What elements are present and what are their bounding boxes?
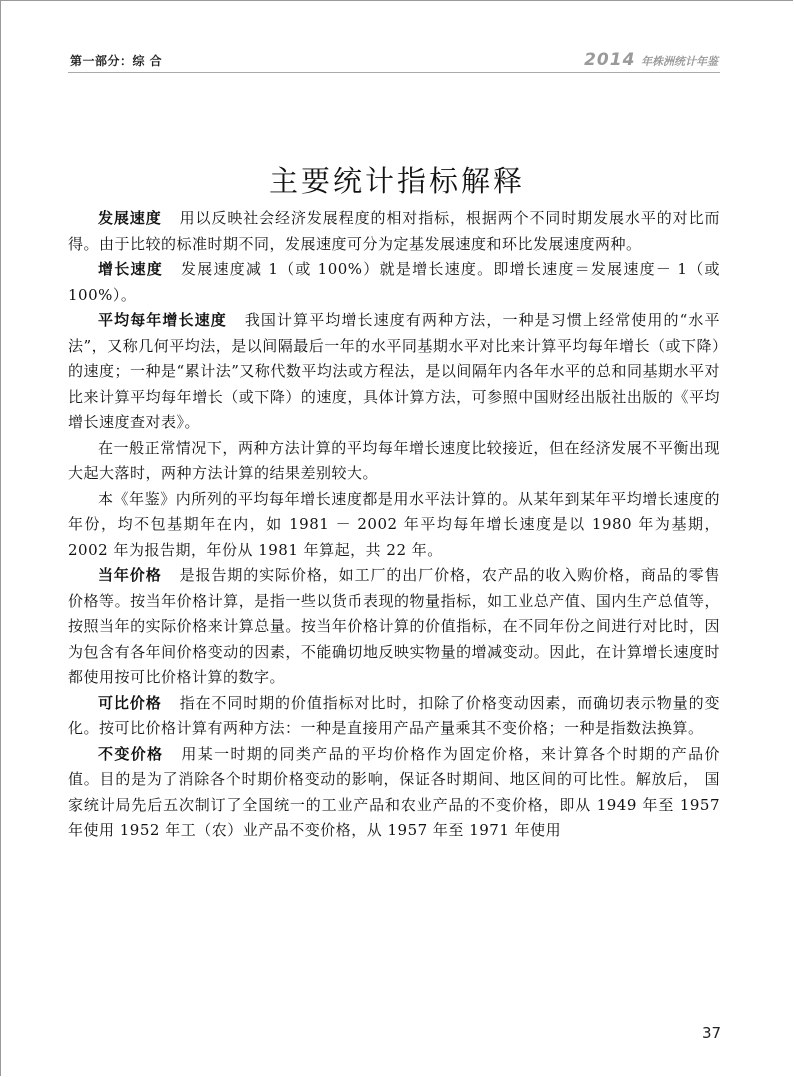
- page-number: 37: [702, 1024, 722, 1042]
- section-label: 第一部分：综 合: [70, 54, 163, 68]
- paragraph-current-price: [68, 563, 720, 691]
- definition: 发展速度减 1（或 100%）就是增长速度。即增长速度＝发展速度－ 1（或 100%）。: [68, 260, 720, 304]
- definition: 指在不同时期的价值指标对比时，扣除了价格变动因素，而确切表示物量的变化。按可比价格计算有两种方法：一种是直接用产品产量乘其不变价格；一种是指数法换算。: [68, 693, 720, 737]
- yearbook-year: 2014: [584, 50, 636, 70]
- body-text: [68, 206, 720, 844]
- running-header: [68, 50, 720, 73]
- term: 可比价格: [98, 693, 162, 712]
- term: 平均每年增长速度: [98, 311, 227, 329]
- term: 当年价格: [98, 566, 162, 584]
- paragraph-comparable-price: [68, 691, 720, 742]
- definition: 用某一时期的同类产品的平均价格作为固定价格，来计算各个时期的产品价值。目的是为了消除各个时期价格变动的影响，保证各时期间、地区间的可比性。解放后， 国家统计局先后五次制订了全国统一的工业产品和农业产品的不变价格，即从 1949 年至 1957 年使用 1952 年工（农）业产品不变价格，从 1957 年至 1971 年使用: [68, 744, 720, 839]
- term: 增长速度: [98, 260, 164, 278]
- paragraph-growth-speed: [68, 257, 720, 308]
- paragraph-development-speed: [68, 206, 720, 257]
- paragraph-yearbook-method: [68, 487, 720, 564]
- definition: 用以反映社会经济发展程度的相对指标，根据两个不同时期发展水平的对比而得。由于比较的标准时期不同，发展速度可分为定基发展速度和环比发展速度两种。: [68, 209, 720, 253]
- definition: 本《年鉴》内所列的平均每年增长速度都是用水平法计算的。从某年到某年平均增长速度的年份，均不包基期年在内，如 1981 － 2002 年平均每年增长速度是以 1980 年为基期，2002 年为报告期，年份从 1981 年算起，共 22 年。: [68, 489, 720, 559]
- definition: 是报告期的实际价格，如工厂的出厂价格，农产品的收入购价格，商品的零售价格等。按当年价格计算，是指一些以货币表现的物量指标，如工业总产值、国内生产总值等，按照当年的实际价格来计算总量。按当年价格计算的价值指标，在不同年份之间进行对比时，因为包含有各年间价格变动的因素，不能确切地反映实物量的增减变动。因此，在计算增长速度时都使用按可比价格计算的数字。: [68, 566, 720, 686]
- definition: 我国计算平均增长速度有两种方法，一种是习惯上经常使用的“水平法”，又称几何平均法，是以间隔最后一年的水平同基期水平对比来计算平均每年增长（或下降）的速度；一种是“累计法”又称代数平均法或方程法，是以间隔年内各年水平的总和同基期水平对比来计算平均每年增长（或下降）的速度，具体计算方法，可参照中国财经出版社出版的《平均增长速度查对表》。: [68, 311, 720, 431]
- yearbook-name: 年株洲统计年鉴: [641, 55, 718, 68]
- term: 发展速度: [98, 209, 162, 227]
- paragraph-method-comparison: [68, 436, 720, 487]
- definition: 在一般正常情况下，两种方法计算的平均每年增长速度比较接近，但在经济发展不平衡出现大起大落时，两种方法计算的结果差别较大。: [68, 438, 720, 482]
- term: 不变价格: [98, 744, 164, 763]
- yearbook-logo: [584, 50, 718, 70]
- paragraph-average-annual-growth: [68, 308, 720, 436]
- paragraph-constant-price: [68, 742, 720, 844]
- page-title: 主要统计指标解释: [268, 164, 525, 199]
